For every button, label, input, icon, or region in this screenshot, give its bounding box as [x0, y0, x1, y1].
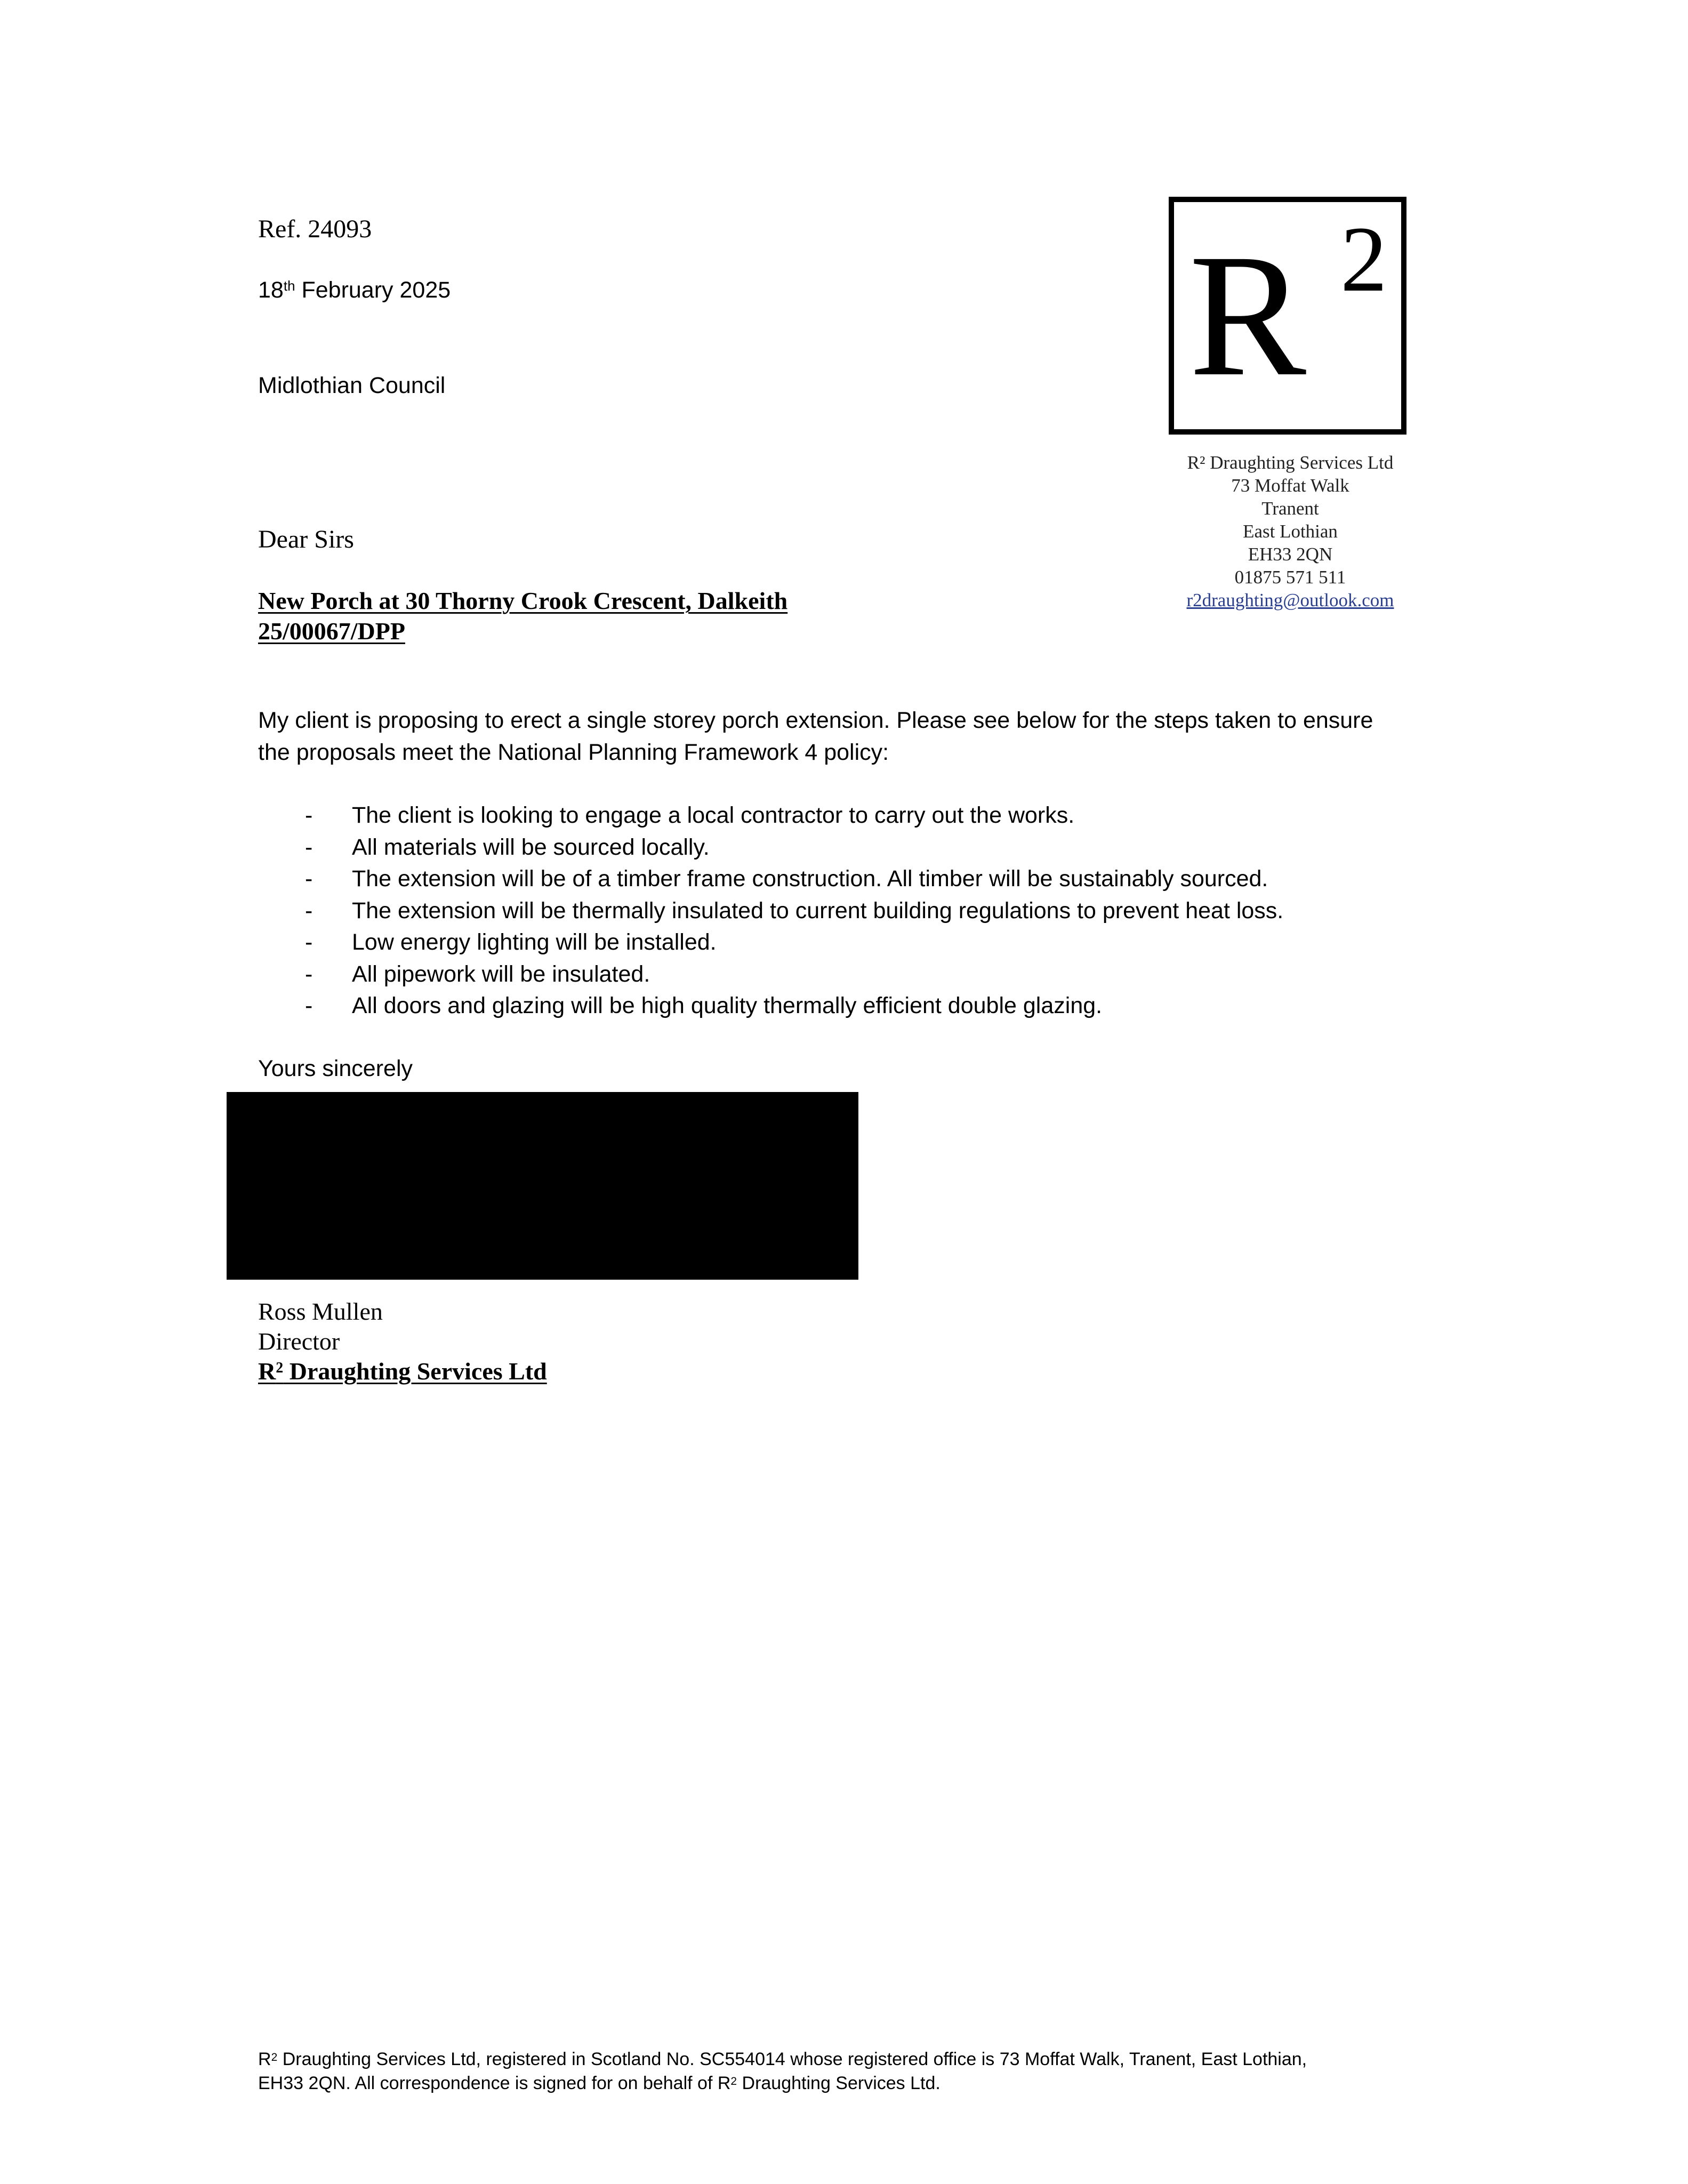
signatory-title: Director: [258, 1328, 340, 1355]
list-item-text: Low energy lighting will be installed.: [352, 929, 717, 955]
intro-line: the proposals meet the National Planning Framework 4 policy:: [258, 740, 889, 765]
list-item: [258, 832, 1484, 864]
list-item-text: All pipework will be insulated.: [352, 961, 650, 987]
logo-letter: R: [1189, 218, 1307, 413]
list-item: [258, 990, 1484, 1022]
list-item-text: All materials will be sourced locally.: [352, 834, 710, 860]
bullet-dash: -: [305, 834, 313, 860]
measures-list: [258, 800, 1484, 1022]
planning-reference: 25/00067/DPP: [258, 617, 405, 645]
intro-line: My client is proposing to erect a single storey porch extension. Please see below for the steps taken to ensure: [258, 708, 1373, 733]
signatory-company: $R^2$ Draughting Services Ltd: [258, 1358, 547, 1385]
footer-line: $R^2$ Draughting Services Ltd, registered in Scotland No. SC554014 whose registered office is 73 Moffat Walk, Tranent, East Lothian,: [258, 2049, 1307, 2069]
email-link[interactable]: r2draughting@outlook.com: [1186, 590, 1394, 611]
company-logo: [1169, 197, 1406, 435]
list-item: [258, 863, 1484, 895]
footer-line: EH33 2QN. All correspondence is signed for on behalf of $R^2$ Draughting Services Ltd.: [258, 2073, 941, 2093]
list-item: [258, 895, 1484, 927]
list-item-text: The client is looking to engage a local contractor to carry out the works.: [352, 802, 1075, 828]
address-line: East Lothian: [1243, 521, 1338, 542]
subject-heading: [258, 585, 787, 646]
company-name: R² Draughting Services Ltd: [1187, 452, 1394, 473]
address-line: Tranent: [1261, 498, 1319, 519]
postcode: EH33 2QN: [1248, 544, 1333, 565]
list-item-text: The extension will be of a timber frame construction. All timber will be sustainably sourced.: [352, 866, 1268, 892]
bullet-dash: -: [305, 993, 313, 1018]
list-item-text: The extension will be thermally insulated to current building regulations to prevent heat loss.: [352, 897, 1284, 924]
bullet-dash: -: [305, 961, 313, 987]
signoff-block: [258, 1297, 547, 1386]
company-address-block: [1130, 451, 1450, 612]
letter-date: 18th February 2025: [258, 277, 451, 303]
list-item-text: All doors and glazing will be high quality thermally efficient double glazing.: [352, 993, 1103, 1018]
list-item: [258, 959, 1484, 991]
salutation: Dear Sirs: [258, 525, 354, 553]
intro-paragraph: [258, 704, 1463, 768]
logo-superscript: 2: [1340, 207, 1387, 311]
footer-legal-notice: [258, 2048, 1484, 2095]
phone-number: 01875 571 511: [1234, 567, 1346, 588]
reference-number: Ref. 24093: [258, 215, 372, 243]
bullet-dash: -: [305, 929, 313, 955]
bullet-dash: -: [305, 897, 313, 924]
signatory-name: Ross Mullen: [258, 1298, 383, 1325]
bullet-dash: -: [305, 802, 313, 828]
signature-redaction: [227, 1092, 858, 1280]
closing-phrase: Yours sincerely: [258, 1056, 413, 1081]
subject-line: New Porch at 30 Thorny Crook Crescent, Dalkeith: [258, 587, 788, 614]
bullet-dash: -: [305, 866, 313, 892]
address-line: 73 Moffat Walk: [1231, 475, 1349, 496]
list-item: [258, 927, 1484, 959]
list-item: [258, 800, 1484, 832]
recipient: Midlothian Council: [258, 373, 446, 398]
